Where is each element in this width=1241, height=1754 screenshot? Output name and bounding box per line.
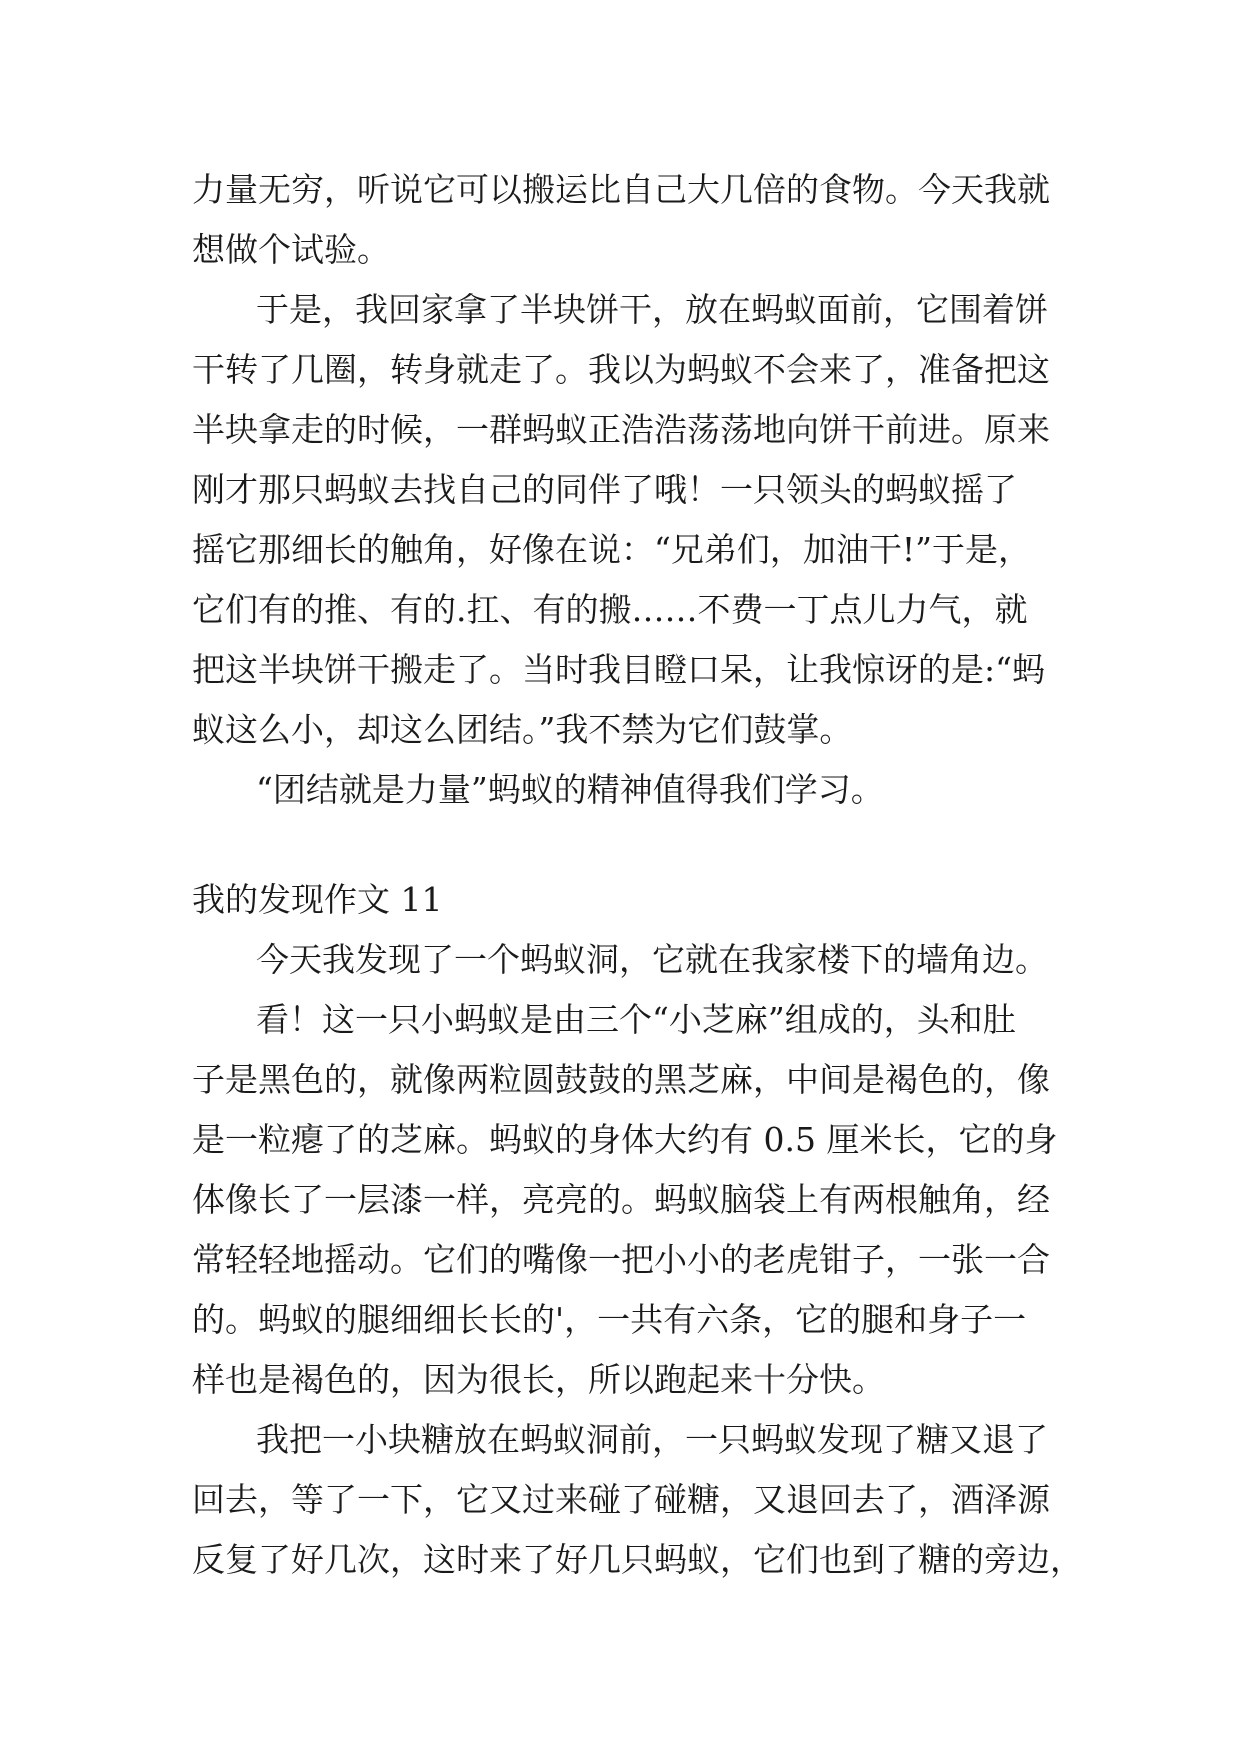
paragraph-biscuit	[192, 280, 1072, 760]
text-line: 想做个试验。	[192, 230, 390, 269]
text-line: 蚁这么小，却这么团结。”我不禁为它们鼓掌。	[192, 710, 853, 749]
paragraph-conclusion	[192, 760, 1072, 820]
paragraph-ant-description	[192, 990, 1072, 1410]
text-line: 样也是褐色的，因为很长，所以跑起来十分快。	[192, 1360, 885, 1399]
text-line: “团结就是力量”蚂蚁的精神值得我们学习。	[256, 770, 884, 809]
paragraph-continuation	[192, 160, 1072, 280]
text-line: 回去，等了一下，它又过来碰了碰糖，又退回去了，酒泽源	[192, 1480, 1050, 1519]
text-line: 力量无穷，听说它可以搬运比自己大几倍的食物。今天我就	[192, 170, 1050, 209]
text-line: 它们有的推、有的.扛、有的搬……不费一丁点儿力气，就	[192, 590, 1028, 629]
text-line: 今天我发现了一个蚂蚁洞，它就在我家楼下的墙角边。	[256, 940, 1048, 979]
text-line: 我把一小块糖放在蚂蚁洞前，一只蚂蚁发现了糖又退了	[256, 1420, 1048, 1459]
text-line: 体像长了一层漆一样，亮亮的。蚂蚁脑袋上有两根触角，经	[192, 1180, 1050, 1219]
text-line: 于是，我回家拿了半块饼干，放在蚂蚁面前，它围着饼	[256, 290, 1048, 329]
text-line: 半块拿走的时候，一群蚂蚁正浩浩荡荡地向饼干前进。原来	[192, 410, 1050, 449]
text-line: 把这半块饼干搬走了。当时我目瞪口呆，让我惊讶的是:“蚂	[192, 650, 1045, 689]
text-line: 摇它那细长的触角，好像在说：“兄弟们，加油干!”于是，	[192, 530, 1032, 569]
text-line: 的。蚂蚁的腿细细长长的'，一共有六条，它的腿和身子一	[192, 1300, 1027, 1339]
text-line: 刚才那只蚂蚁去找自己的同伴了哦！一只领头的蚂蚁摇了	[192, 470, 1017, 509]
text-line: 常轻轻地摇动。它们的嘴像一把小小的老虎钳子，一张一合	[192, 1240, 1050, 1279]
paragraph-sugar	[192, 1410, 1083, 1590]
document-page	[192, 160, 1083, 1590]
essay-heading: 我的发现作文 11	[192, 880, 443, 919]
text-line: 子是黑色的，就像两粒圆鼓鼓的黑芝麻，中间是褐色的，像	[192, 1060, 1050, 1099]
text-line: 干转了几圈，转身就走了。我以为蚂蚁不会来了，准备把这	[192, 350, 1050, 389]
section-gap	[192, 820, 1072, 870]
paragraph-ant-hole	[192, 930, 1072, 990]
text-line: 反复了好几次，这时来了好几只蚂蚁，它们也到了糖的旁边，	[192, 1540, 1083, 1579]
text-line: 是一粒瘪了的芝麻。蚂蚁的身体大约有 0.5 厘米长，它的身	[192, 1120, 1058, 1159]
text-line: 看！这一只小蚂蚁是由三个“小芝麻”组成的，头和肚	[256, 1000, 1016, 1039]
